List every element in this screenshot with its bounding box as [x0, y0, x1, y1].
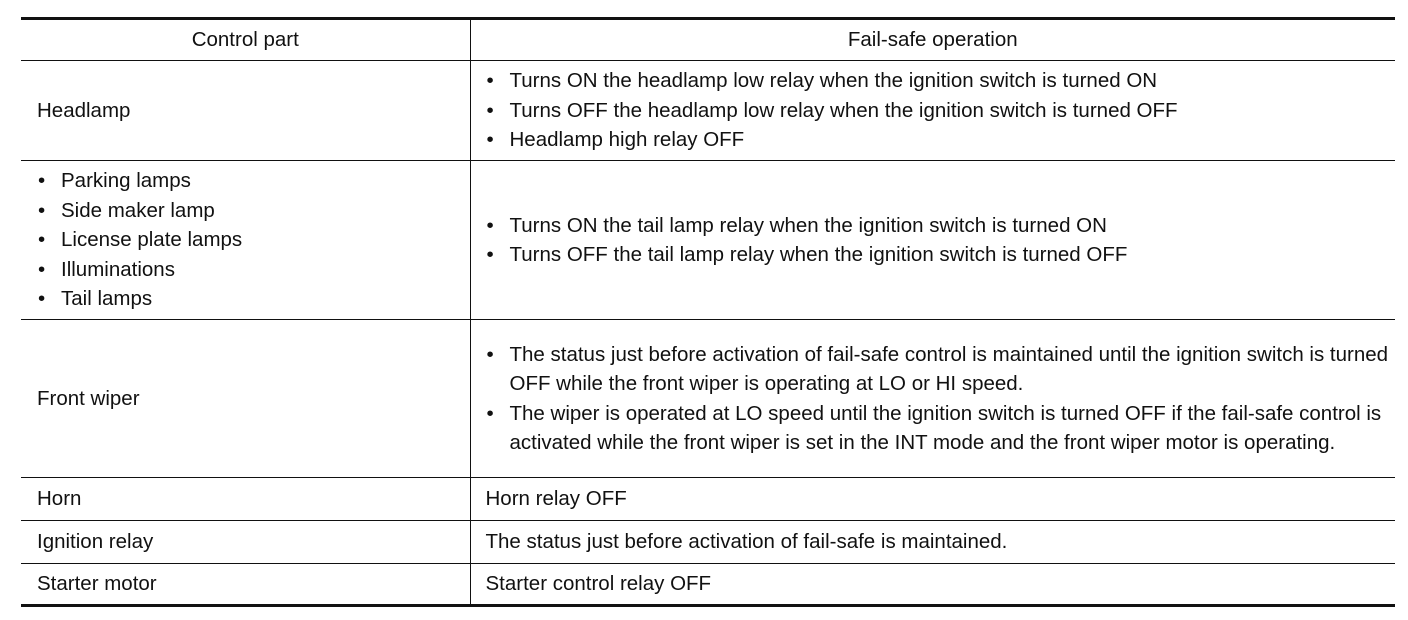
control-part-cell: Front wiper — [21, 320, 470, 478]
list-item: • Headlamp high relay OFF — [486, 125, 1396, 155]
list-item: • The status just before activation of fail-safe control is maintained until the ignition switch is turned OFF while the front wiper is operating at LO or HI speed. — [486, 340, 1396, 399]
operation-list — [486, 340, 1396, 458]
column-header-control-part: Control part — [21, 19, 470, 61]
list-item: • Turns OFF the headlamp low relay when the ignition switch is turned OFF — [486, 96, 1396, 126]
control-part-cell: Headlamp — [21, 61, 470, 161]
table-row-headlamp — [21, 61, 1395, 161]
control-part-cell: Starter motor — [21, 564, 470, 606]
table-row-front-wiper — [21, 320, 1395, 478]
operation-list — [486, 66, 1396, 155]
list-item: • Turns ON the tail lamp relay when the ignition switch is turned ON — [486, 211, 1396, 241]
control-part-cell: Ignition relay — [21, 521, 470, 564]
list-item: • The wiper is operated at LO speed until the ignition switch is turned OFF if the fail-safe control is activated while the front wiper is set in the INT mode and the front wiper motor is operating. — [486, 399, 1396, 458]
column-header-fail-safe-operation: Fail-safe operation — [470, 19, 1395, 61]
operation-list — [486, 211, 1396, 270]
list-item: • Illuminations — [37, 255, 470, 285]
operation-cell: Horn relay OFF — [470, 478, 1395, 521]
control-part-cell: Horn — [21, 478, 470, 521]
list-item: • License plate lamps — [37, 225, 470, 255]
list-item: • Tail lamps — [37, 284, 470, 314]
operation-cell: The status just before activation of fail-safe is maintained. — [470, 521, 1395, 564]
fail-safe-table-container — [21, 17, 1395, 607]
list-item: • Turns OFF the tail lamp relay when the ignition switch is turned OFF — [486, 240, 1396, 270]
table-row-starter-motor — [21, 564, 1395, 606]
list-item: • Side maker lamp — [37, 196, 470, 226]
table-header-row — [21, 19, 1395, 61]
fail-safe-table — [21, 17, 1395, 607]
control-part-cell — [21, 161, 470, 320]
operation-cell: Starter control relay OFF — [470, 564, 1395, 606]
control-part-list — [37, 166, 470, 314]
operation-cell — [470, 161, 1395, 320]
table-row-ignition-relay — [21, 521, 1395, 564]
table-row-tail-lamps — [21, 161, 1395, 320]
operation-cell — [470, 61, 1395, 161]
list-item: • Turns ON the headlamp low relay when the ignition switch is turned ON — [486, 66, 1396, 96]
table-row-horn — [21, 478, 1395, 521]
list-item: • Parking lamps — [37, 166, 470, 196]
operation-cell — [470, 320, 1395, 478]
